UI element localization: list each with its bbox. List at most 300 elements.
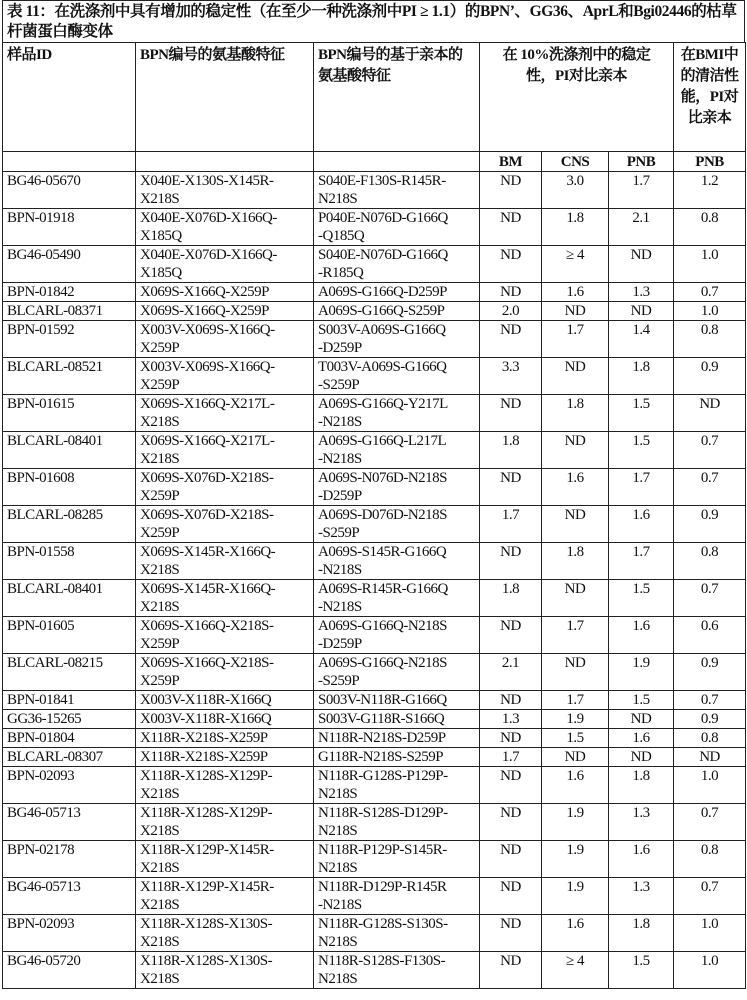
parent-features-cell bbox=[314, 432, 480, 469]
feature-line: X218S bbox=[140, 896, 309, 914]
feature-line: X218S bbox=[140, 970, 309, 988]
cns-value-cell: 1.9 bbox=[542, 804, 609, 841]
cns-value-cell: 1.6 bbox=[542, 767, 609, 804]
cns-value-cell: ND bbox=[542, 654, 609, 691]
feature-line: X003V-X118R-X166Q bbox=[140, 710, 309, 728]
bpn-features-cell bbox=[136, 432, 314, 469]
feature-line: A069S-D076D-N218S bbox=[318, 506, 475, 524]
bmi-value-cell: 1.2 bbox=[674, 172, 746, 209]
pnb-value-cell: 1.4 bbox=[609, 321, 674, 358]
bm-value-cell: 1.8 bbox=[480, 432, 542, 469]
table-title: 表 11：在洗涤剂中具有增加的稳定性（在至少一种洗涤剂中PI ≥ 1.1）的BPN’、GG36、AprL和Bgi02446的枯草杆菌蛋白酶变体 bbox=[2, 0, 745, 42]
header-cleaning: 在BMI中的清洁性能，PI对比亲本 bbox=[674, 43, 746, 152]
feature-line: N118R-N218S-D259P bbox=[318, 729, 475, 747]
feature-line: A069S-S145R-G166Q bbox=[318, 543, 475, 561]
bpn-features-cell bbox=[136, 748, 314, 767]
table-row bbox=[3, 878, 746, 915]
cns-value-cell: ≥ 4 bbox=[542, 246, 609, 283]
bmi-value-cell: 1.0 bbox=[674, 246, 746, 283]
parent-features-cell bbox=[314, 469, 480, 506]
sample-id-cell: BLCARL-08371 bbox=[3, 302, 136, 321]
feature-line: X003V-X069S-X166Q- bbox=[140, 358, 309, 376]
feature-line: -D259P bbox=[318, 635, 475, 653]
bpn-features-cell bbox=[136, 952, 314, 989]
cns-value-cell: 1.7 bbox=[542, 691, 609, 710]
table-row bbox=[3, 952, 746, 989]
bpn-features-cell bbox=[136, 469, 314, 506]
parent-features-cell bbox=[314, 691, 480, 710]
table-row bbox=[3, 172, 746, 209]
feature-line: -S259P bbox=[318, 672, 475, 690]
feature-line: X259P bbox=[140, 672, 309, 690]
feature-line: A069S-G166Q-Y217L bbox=[318, 395, 475, 413]
bpn-features-cell bbox=[136, 617, 314, 654]
cns-value-cell: ≥ 4 bbox=[542, 952, 609, 989]
feature-line: X040E-X130S-X145R- bbox=[140, 172, 309, 190]
feature-line: X069S-X145R-X166Q- bbox=[140, 580, 309, 598]
bmi-value-cell: 0.8 bbox=[674, 729, 746, 748]
table-row bbox=[3, 246, 746, 283]
sample-id-cell: BLCARL-08521 bbox=[3, 358, 136, 395]
pnb-value-cell: 1.6 bbox=[609, 506, 674, 543]
bpn-features-cell bbox=[136, 543, 314, 580]
feature-line: N118R-G128S-S130S- bbox=[318, 915, 475, 933]
parent-features-cell bbox=[314, 283, 480, 302]
pnb-value-cell: 1.7 bbox=[609, 172, 674, 209]
cns-value-cell: 1.5 bbox=[542, 729, 609, 748]
pnb-value-cell: 1.6 bbox=[609, 841, 674, 878]
feature-line: -R185Q bbox=[318, 264, 475, 282]
bm-value-cell: ND bbox=[480, 617, 542, 654]
cns-value-cell: ND bbox=[542, 580, 609, 617]
feature-line: A069S-R145R-G166Q bbox=[318, 580, 475, 598]
subheader-bmi-pnb: PNB bbox=[674, 152, 746, 172]
feature-line: N218S bbox=[318, 190, 475, 208]
subheader-pnb: PNB bbox=[609, 152, 674, 172]
feature-line: X218S bbox=[140, 822, 309, 840]
sample-id-cell: BPN-01608 bbox=[3, 469, 136, 506]
table-row bbox=[3, 804, 746, 841]
pnb-value-cell: 1.5 bbox=[609, 395, 674, 432]
feature-line: X069S-X166Q-X259P bbox=[140, 283, 309, 301]
pnb-value-cell: 1.6 bbox=[609, 617, 674, 654]
bmi-value-cell: 1.0 bbox=[674, 952, 746, 989]
bpn-features-cell bbox=[136, 246, 314, 283]
cns-value-cell: 1.9 bbox=[542, 841, 609, 878]
subheader-cns: CNS bbox=[542, 152, 609, 172]
sample-id-cell: BPN-01615 bbox=[3, 395, 136, 432]
feature-line: X218S bbox=[140, 785, 309, 803]
feature-line: X040E-X076D-X166Q- bbox=[140, 246, 309, 264]
pnb-value-cell: 1.7 bbox=[609, 469, 674, 506]
feature-line: P040E-N076D-G166Q bbox=[318, 209, 475, 227]
table-row bbox=[3, 321, 746, 358]
bmi-value-cell: 0.7 bbox=[674, 804, 746, 841]
pnb-value-cell: 1.6 bbox=[609, 729, 674, 748]
feature-line: X259P bbox=[140, 339, 309, 357]
feature-line: X118R-X129P-X145R- bbox=[140, 841, 309, 859]
feature-line: -D259P bbox=[318, 339, 475, 357]
bpn-features-cell bbox=[136, 804, 314, 841]
sample-id-cell: BPN-01605 bbox=[3, 617, 136, 654]
bmi-value-cell: 0.9 bbox=[674, 654, 746, 691]
pnb-value-cell: 1.5 bbox=[609, 580, 674, 617]
parent-features-cell bbox=[314, 302, 480, 321]
feature-line: S003V-A069S-G166Q bbox=[318, 321, 475, 339]
parent-features-cell bbox=[314, 878, 480, 915]
bm-value-cell: ND bbox=[480, 804, 542, 841]
sample-id-cell: BPN-02178 bbox=[3, 841, 136, 878]
parent-features-cell bbox=[314, 172, 480, 209]
table-row bbox=[3, 729, 746, 748]
sample-id-cell: BPN-01918 bbox=[3, 209, 136, 246]
bpn-features-cell bbox=[136, 729, 314, 748]
sample-id-cell: BG46-05713 bbox=[3, 878, 136, 915]
parent-features-cell bbox=[314, 246, 480, 283]
bpn-features-cell bbox=[136, 841, 314, 878]
bmi-value-cell: 0.8 bbox=[674, 321, 746, 358]
feature-line: X218S bbox=[140, 450, 309, 468]
pnb-value-cell: ND bbox=[609, 302, 674, 321]
feature-line: N118R-D129P-R145R bbox=[318, 878, 475, 896]
header-stability: 在 10%洗涤剂中的稳定性，PI对比亲本 bbox=[480, 43, 674, 152]
bmi-value-cell: 1.0 bbox=[674, 915, 746, 952]
pnb-value-cell: 1.5 bbox=[609, 952, 674, 989]
feature-line: X003V-X069S-X166Q- bbox=[140, 321, 309, 339]
feature-line: X069S-X166Q-X218S- bbox=[140, 617, 309, 635]
pnb-value-cell: 2.1 bbox=[609, 209, 674, 246]
bm-value-cell: 2.1 bbox=[480, 654, 542, 691]
feature-line: -Q185Q bbox=[318, 227, 475, 245]
variants-table bbox=[2, 42, 746, 989]
subheader-empty bbox=[3, 152, 136, 172]
feature-line: -N218S bbox=[318, 450, 475, 468]
bm-value-cell: ND bbox=[480, 283, 542, 302]
sample-id-cell: BPN-01592 bbox=[3, 321, 136, 358]
sample-id-cell: BLCARL-08307 bbox=[3, 748, 136, 767]
bmi-value-cell: ND bbox=[674, 395, 746, 432]
bmi-value-cell: ND bbox=[674, 748, 746, 767]
feature-line: X218S bbox=[140, 561, 309, 579]
parent-features-cell bbox=[314, 952, 480, 989]
cns-value-cell: 1.6 bbox=[542, 469, 609, 506]
bpn-features-cell bbox=[136, 172, 314, 209]
table-row bbox=[3, 543, 746, 580]
sample-id-cell: BPN-02093 bbox=[3, 915, 136, 952]
table-row bbox=[3, 580, 746, 617]
feature-line: S040E-N076D-G166Q bbox=[318, 246, 475, 264]
pnb-value-cell: 1.5 bbox=[609, 691, 674, 710]
bpn-features-cell bbox=[136, 209, 314, 246]
cns-value-cell: ND bbox=[542, 748, 609, 767]
bmi-value-cell: 0.7 bbox=[674, 878, 746, 915]
bm-value-cell: 1.7 bbox=[480, 748, 542, 767]
cns-value-cell: 1.7 bbox=[542, 321, 609, 358]
bpn-features-cell bbox=[136, 302, 314, 321]
bmi-value-cell: 1.0 bbox=[674, 767, 746, 804]
feature-line: X218S bbox=[140, 413, 309, 431]
subheader-empty bbox=[314, 152, 480, 172]
feature-line: X218S bbox=[140, 859, 309, 877]
bmi-value-cell: 0.7 bbox=[674, 580, 746, 617]
parent-features-cell bbox=[314, 395, 480, 432]
cns-value-cell: 1.8 bbox=[542, 395, 609, 432]
feature-line: -N218S bbox=[318, 598, 475, 616]
pnb-value-cell: 1.3 bbox=[609, 878, 674, 915]
parent-features-cell bbox=[314, 209, 480, 246]
sample-id-cell: GG36-15265 bbox=[3, 710, 136, 729]
bm-value-cell: ND bbox=[480, 543, 542, 580]
header-sample-id: 样品ID bbox=[3, 43, 136, 152]
feature-line: X218S bbox=[140, 933, 309, 951]
bm-value-cell: 1.7 bbox=[480, 506, 542, 543]
bm-value-cell: ND bbox=[480, 395, 542, 432]
bm-value-cell: ND bbox=[480, 246, 542, 283]
feature-line: X259P bbox=[140, 376, 309, 394]
feature-line: X069S-X076D-X218S- bbox=[140, 469, 309, 487]
bpn-features-cell bbox=[136, 654, 314, 691]
sample-id-cell: BG46-05670 bbox=[3, 172, 136, 209]
feature-line: -N218S bbox=[318, 413, 475, 431]
bpn-features-cell bbox=[136, 283, 314, 302]
feature-line: A069S-G166Q-N218S bbox=[318, 654, 475, 672]
bmi-value-cell: 1.0 bbox=[674, 302, 746, 321]
bm-value-cell: ND bbox=[480, 691, 542, 710]
sample-id-cell: BPN-02093 bbox=[3, 767, 136, 804]
feature-line: X259P bbox=[140, 635, 309, 653]
subheader-bm: BM bbox=[480, 152, 542, 172]
bm-value-cell: ND bbox=[480, 952, 542, 989]
feature-line: A069S-G166Q-S259P bbox=[318, 302, 475, 320]
cns-value-cell: 1.6 bbox=[542, 915, 609, 952]
feature-line: X118R-X218S-X259P bbox=[140, 748, 309, 766]
pnb-value-cell: 1.5 bbox=[609, 432, 674, 469]
parent-features-cell bbox=[314, 915, 480, 952]
bmi-value-cell: 0.7 bbox=[674, 691, 746, 710]
parent-features-cell bbox=[314, 580, 480, 617]
feature-line: -D259P bbox=[318, 487, 475, 505]
parent-features-cell bbox=[314, 841, 480, 878]
bmi-value-cell: 0.7 bbox=[674, 432, 746, 469]
pnb-value-cell: 1.3 bbox=[609, 283, 674, 302]
feature-line: N218S bbox=[318, 822, 475, 840]
pnb-value-cell: 1.8 bbox=[609, 915, 674, 952]
sample-id-cell: BG46-05720 bbox=[3, 952, 136, 989]
bm-value-cell: 1.8 bbox=[480, 580, 542, 617]
table-body bbox=[3, 172, 746, 989]
feature-line: X118R-X128S-X129P- bbox=[140, 767, 309, 785]
bpn-features-cell bbox=[136, 691, 314, 710]
feature-line: A069S-G166Q-D259P bbox=[318, 283, 475, 301]
feature-line: X185Q bbox=[140, 264, 309, 282]
table-row bbox=[3, 841, 746, 878]
bm-value-cell: ND bbox=[480, 878, 542, 915]
table-row bbox=[3, 691, 746, 710]
feature-line: X069S-X166Q-X259P bbox=[140, 302, 309, 320]
table-row bbox=[3, 617, 746, 654]
table-row bbox=[3, 209, 746, 246]
table-row bbox=[3, 302, 746, 321]
feature-line: X118R-X128S-X130S- bbox=[140, 915, 309, 933]
cns-value-cell: 1.8 bbox=[542, 543, 609, 580]
bpn-features-cell bbox=[136, 506, 314, 543]
feature-line: S040E-F130S-R145R- bbox=[318, 172, 475, 190]
bm-value-cell: 2.0 bbox=[480, 302, 542, 321]
table-row bbox=[3, 654, 746, 691]
header-row bbox=[3, 43, 746, 152]
bpn-features-cell bbox=[136, 395, 314, 432]
bm-value-cell: ND bbox=[480, 841, 542, 878]
feature-line: -N218S bbox=[318, 896, 475, 914]
feature-line: X118R-X218S-X259P bbox=[140, 729, 309, 747]
bpn-features-cell bbox=[136, 321, 314, 358]
parent-features-cell bbox=[314, 617, 480, 654]
bpn-features-cell bbox=[136, 710, 314, 729]
bmi-value-cell: 0.7 bbox=[674, 469, 746, 506]
table-row bbox=[3, 710, 746, 729]
feature-line: N218S bbox=[318, 859, 475, 877]
bpn-features-cell bbox=[136, 358, 314, 395]
bm-value-cell: ND bbox=[480, 172, 542, 209]
bpn-features-cell bbox=[136, 580, 314, 617]
feature-line: S003V-N118R-G166Q bbox=[318, 691, 475, 709]
cns-value-cell: ND bbox=[542, 506, 609, 543]
feature-line: X185Q bbox=[140, 227, 309, 245]
sample-id-cell: BLCARL-08215 bbox=[3, 654, 136, 691]
bpn-features-cell bbox=[136, 915, 314, 952]
bmi-value-cell: 0.8 bbox=[674, 841, 746, 878]
pnb-value-cell: 1.9 bbox=[609, 654, 674, 691]
feature-line: X218S bbox=[140, 190, 309, 208]
parent-features-cell bbox=[314, 767, 480, 804]
feature-line: T003V-A069S-G166Q bbox=[318, 358, 475, 376]
feature-line: -S259P bbox=[318, 376, 475, 394]
feature-line: N218S bbox=[318, 933, 475, 951]
feature-line: N118R-S128S-F130S- bbox=[318, 952, 475, 970]
bm-value-cell: ND bbox=[480, 209, 542, 246]
feature-line: X118R-X129P-X145R- bbox=[140, 878, 309, 896]
sample-id-cell: BPN-01558 bbox=[3, 543, 136, 580]
pnb-value-cell: ND bbox=[609, 748, 674, 767]
pnb-value-cell: 1.7 bbox=[609, 543, 674, 580]
feature-line: X040E-X076D-X166Q- bbox=[140, 209, 309, 227]
parent-features-cell bbox=[314, 710, 480, 729]
feature-line: -N218S bbox=[318, 561, 475, 579]
sample-id-cell: BPN-01841 bbox=[3, 691, 136, 710]
parent-features-cell bbox=[314, 654, 480, 691]
sample-id-cell: BLCARL-08285 bbox=[3, 506, 136, 543]
sample-id-cell: BPN-01842 bbox=[3, 283, 136, 302]
bmi-value-cell: 0.9 bbox=[674, 710, 746, 729]
pnb-value-cell: 1.8 bbox=[609, 358, 674, 395]
bmi-value-cell: 0.6 bbox=[674, 617, 746, 654]
feature-line: A069S-G166Q-L217L bbox=[318, 432, 475, 450]
parent-features-cell bbox=[314, 804, 480, 841]
bm-value-cell: 1.3 bbox=[480, 710, 542, 729]
subheader-empty bbox=[136, 152, 314, 172]
feature-line: N118R-S128S-D129P- bbox=[318, 804, 475, 822]
table-row bbox=[3, 358, 746, 395]
bmi-value-cell: 0.9 bbox=[674, 506, 746, 543]
cns-value-cell: 1.7 bbox=[542, 617, 609, 654]
cns-value-cell: 1.8 bbox=[542, 209, 609, 246]
pnb-value-cell: ND bbox=[609, 710, 674, 729]
bmi-value-cell: 0.8 bbox=[674, 209, 746, 246]
parent-features-cell bbox=[314, 543, 480, 580]
table-row bbox=[3, 283, 746, 302]
feature-line: X069S-X076D-X218S- bbox=[140, 506, 309, 524]
bmi-value-cell: 0.8 bbox=[674, 543, 746, 580]
feature-line: G118R-N218S-S259P bbox=[318, 748, 475, 766]
bmi-value-cell: 0.9 bbox=[674, 358, 746, 395]
sample-id-cell: BLCARL-08401 bbox=[3, 432, 136, 469]
bm-value-cell: ND bbox=[480, 767, 542, 804]
table-row bbox=[3, 748, 746, 767]
header-bpn-features: BPN编号的氨基酸特征 bbox=[136, 43, 314, 152]
feature-line: X003V-X118R-X166Q bbox=[140, 691, 309, 709]
feature-line: S003V-G118R-S166Q bbox=[318, 710, 475, 728]
bm-value-cell: ND bbox=[480, 915, 542, 952]
parent-features-cell bbox=[314, 729, 480, 748]
bm-value-cell: ND bbox=[480, 469, 542, 506]
cns-value-cell: ND bbox=[542, 358, 609, 395]
feature-line: X069S-X145R-X166Q- bbox=[140, 543, 309, 561]
pnb-value-cell: 1.8 bbox=[609, 767, 674, 804]
parent-features-cell bbox=[314, 321, 480, 358]
table-row bbox=[3, 432, 746, 469]
sample-id-cell: BG46-05490 bbox=[3, 246, 136, 283]
feature-line: N218S bbox=[318, 970, 475, 988]
bm-value-cell: ND bbox=[480, 729, 542, 748]
bpn-features-cell bbox=[136, 767, 314, 804]
feature-line: X069S-X166Q-X218S- bbox=[140, 654, 309, 672]
bm-value-cell: ND bbox=[480, 321, 542, 358]
feature-line: X069S-X166Q-X217L- bbox=[140, 395, 309, 413]
cns-value-cell: ND bbox=[542, 432, 609, 469]
cns-value-cell: 1.6 bbox=[542, 283, 609, 302]
feature-line: X218S bbox=[140, 598, 309, 616]
feature-line: N118R-G128S-P129P- bbox=[318, 767, 475, 785]
bm-value-cell: 3.3 bbox=[480, 358, 542, 395]
feature-line: X118R-X128S-X130S- bbox=[140, 952, 309, 970]
table-row bbox=[3, 395, 746, 432]
feature-line: -S259P bbox=[318, 524, 475, 542]
feature-line: X069S-X166Q-X217L- bbox=[140, 432, 309, 450]
bpn-features-cell bbox=[136, 878, 314, 915]
bmi-value-cell: 0.7 bbox=[674, 283, 746, 302]
parent-features-cell bbox=[314, 748, 480, 767]
feature-line: N218S bbox=[318, 785, 475, 803]
cns-value-cell: ND bbox=[542, 302, 609, 321]
cns-value-cell: 3.0 bbox=[542, 172, 609, 209]
pnb-value-cell: 1.3 bbox=[609, 804, 674, 841]
sample-id-cell: BLCARL-08401 bbox=[3, 580, 136, 617]
table-row bbox=[3, 506, 746, 543]
table-row bbox=[3, 767, 746, 804]
feature-line: X259P bbox=[140, 487, 309, 505]
feature-line: A069S-N076D-N218S bbox=[318, 469, 475, 487]
table-row bbox=[3, 469, 746, 506]
parent-features-cell bbox=[314, 358, 480, 395]
parent-features-cell bbox=[314, 506, 480, 543]
table-row bbox=[3, 915, 746, 952]
pnb-value-cell: ND bbox=[609, 246, 674, 283]
cns-value-cell: 1.9 bbox=[542, 878, 609, 915]
sample-id-cell: BG46-05713 bbox=[3, 804, 136, 841]
sample-id-cell: BPN-01804 bbox=[3, 729, 136, 748]
feature-line: X118R-X128S-X129P- bbox=[140, 804, 309, 822]
feature-line: A069S-G166Q-N218S bbox=[318, 617, 475, 635]
